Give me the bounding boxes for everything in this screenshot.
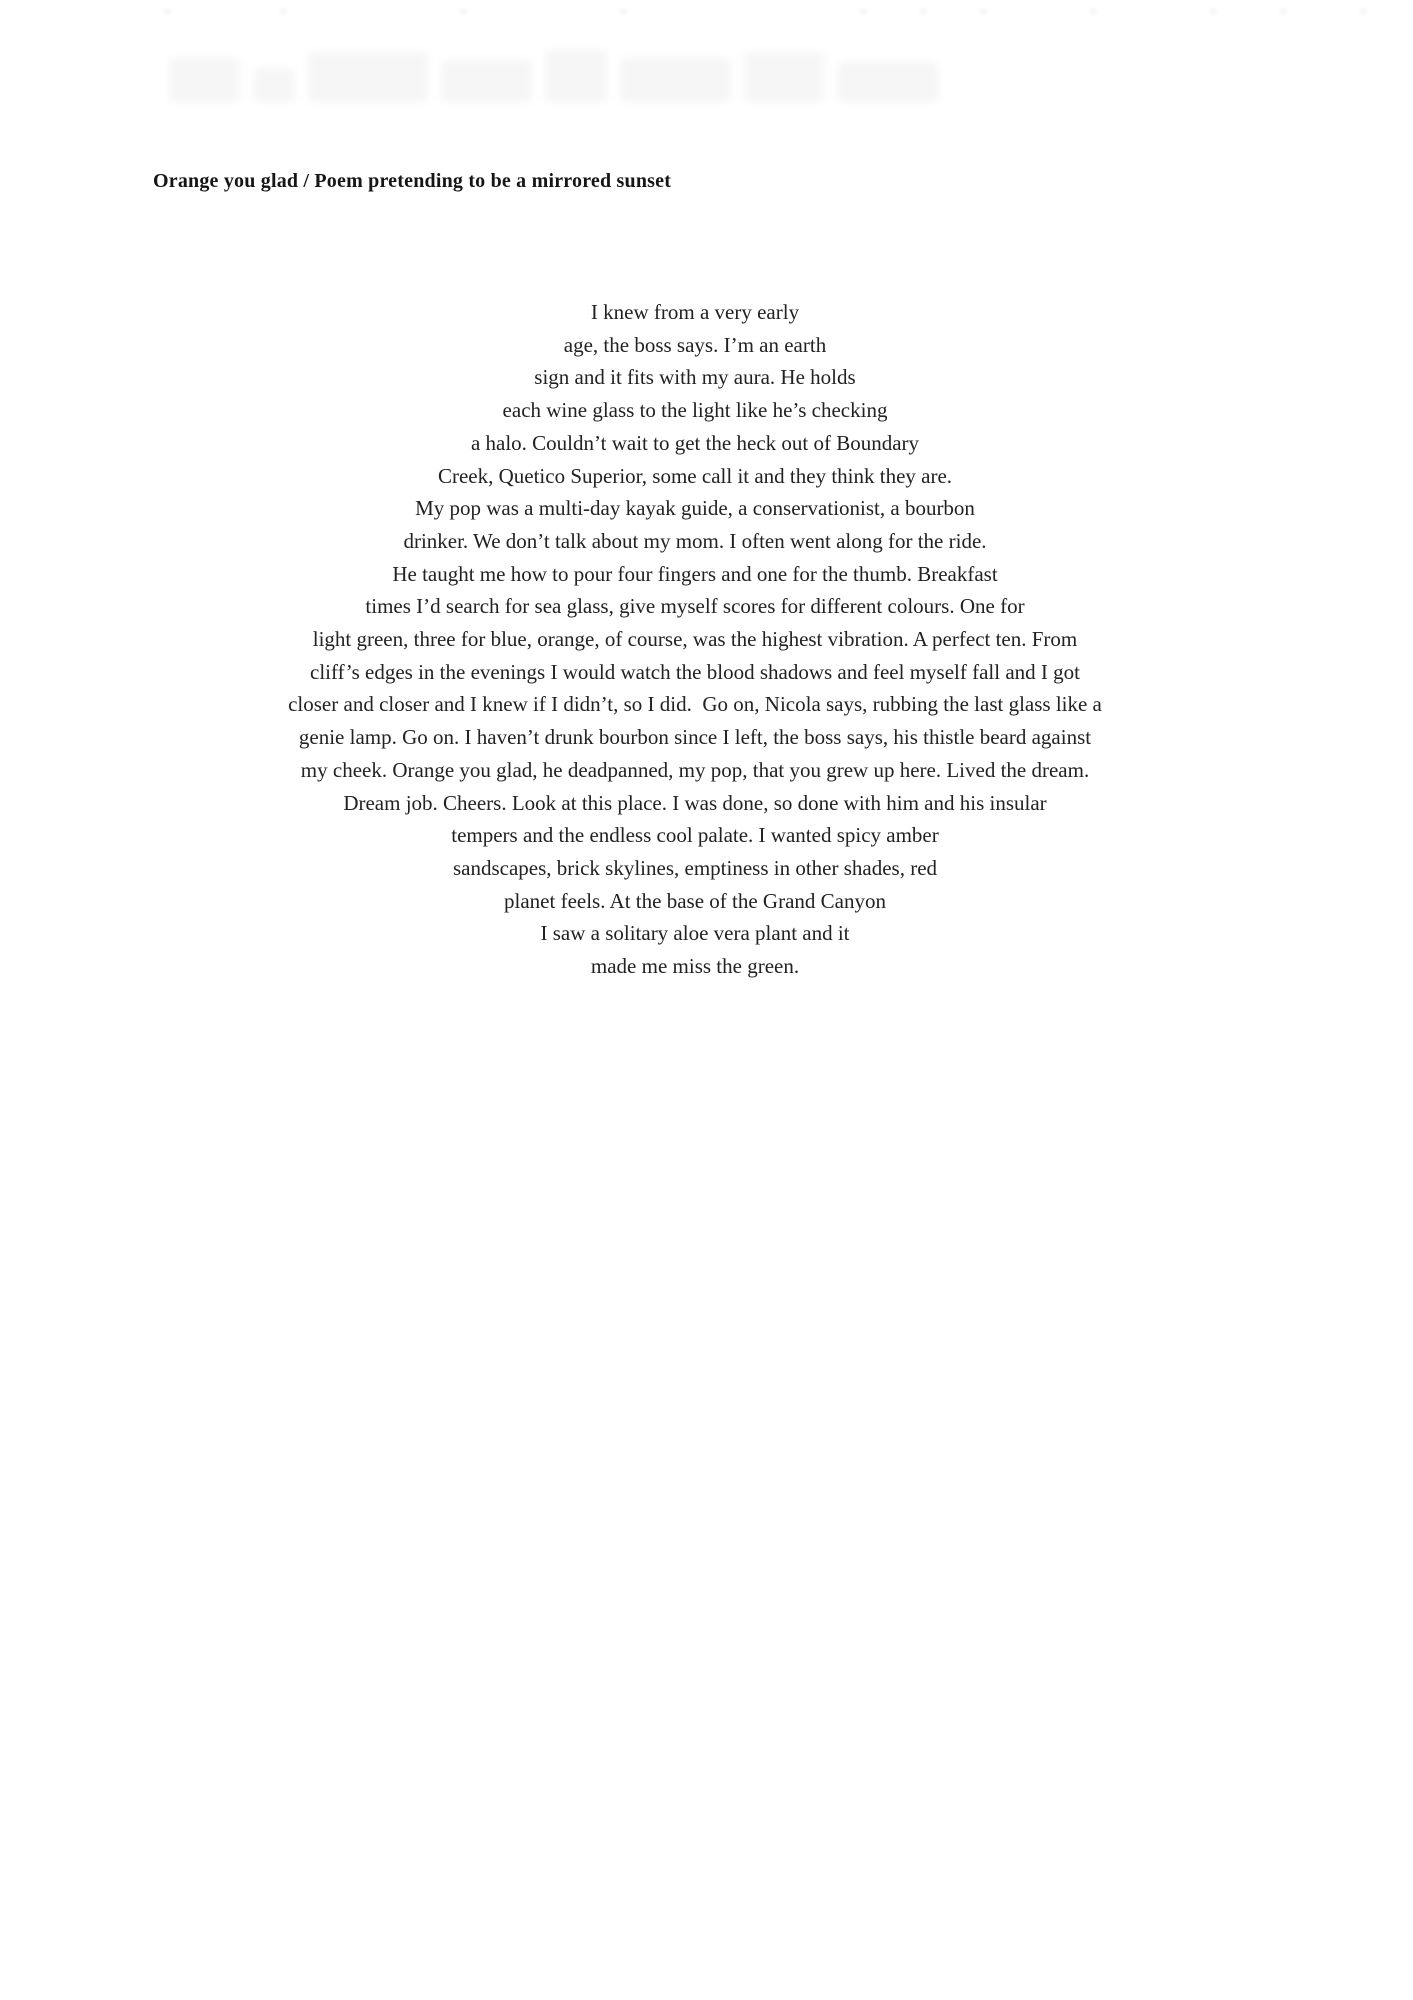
poem-line: sign and it fits with my aura. He holds [534, 365, 856, 390]
poem-body [150, 296, 1240, 983]
poem-line: Dream job. Cheers. Look at this place. I was done, so done with him and his insular [343, 790, 1047, 815]
poem-line: sandscapes, brick skylines, emptiness in other shades, red [452, 855, 938, 880]
poem-line: tempers and the endless cool palate. I wanted spicy amber [451, 823, 939, 848]
poem-line: each wine glass to the light like he’s checking [502, 398, 888, 423]
poem-line: made me miss the green. [590, 954, 800, 979]
poem-line: genie lamp. Go on. I haven’t drunk bourbon since I left, the boss says, his thistle beard against [298, 725, 1092, 750]
poem-line: planet feels. At the base of the Grand Canyon [504, 888, 886, 913]
poem-line: He taught me how to pour four fingers and one for the thumb. Breakfast [392, 561, 998, 586]
poem-title: Orange you glad / Poem pretending to be a mirrored sunset [153, 170, 672, 192]
poem-line: cliff’s edges in the evenings I would watch the blood shadows and feel myself fall and I got [310, 659, 1080, 684]
poem-line: a halo. Couldn’t wait to get the heck out of Boundary [470, 430, 920, 455]
poem-line: My pop was a multi-day kayak guide, a conservationist, a bourbon [415, 496, 975, 521]
poem-line: Creek, Quetico Superior, some call it and they think they are. [437, 463, 953, 488]
poem-line: closer and closer and I knew if I didn’t, so I did. Go on, Nicola says, rubbing the last glass like a [288, 692, 1102, 717]
poem-line: light green, three for blue, orange, of course, was the highest vibration. A perfect ten. From [312, 627, 1078, 652]
poem-line: I saw a solitary aloe vera plant and it [540, 921, 850, 946]
poem-line: age, the boss says. I’m an earth [563, 332, 827, 357]
page-bleed-through-artifact [170, 42, 960, 102]
poem-line: my cheek. Orange you glad, he deadpanned, my pop, that you grew up here. Lived the dream. [300, 757, 1090, 782]
poem-line: drinker. We don’t talk about my mom. I often went along for the ride. [403, 528, 987, 553]
scan-noise-specks [160, 8, 1370, 18]
poem-line: times I’d search for sea glass, give myself scores for different colours. One for [365, 594, 1025, 619]
poem-line: I knew from a very early [590, 300, 800, 324]
